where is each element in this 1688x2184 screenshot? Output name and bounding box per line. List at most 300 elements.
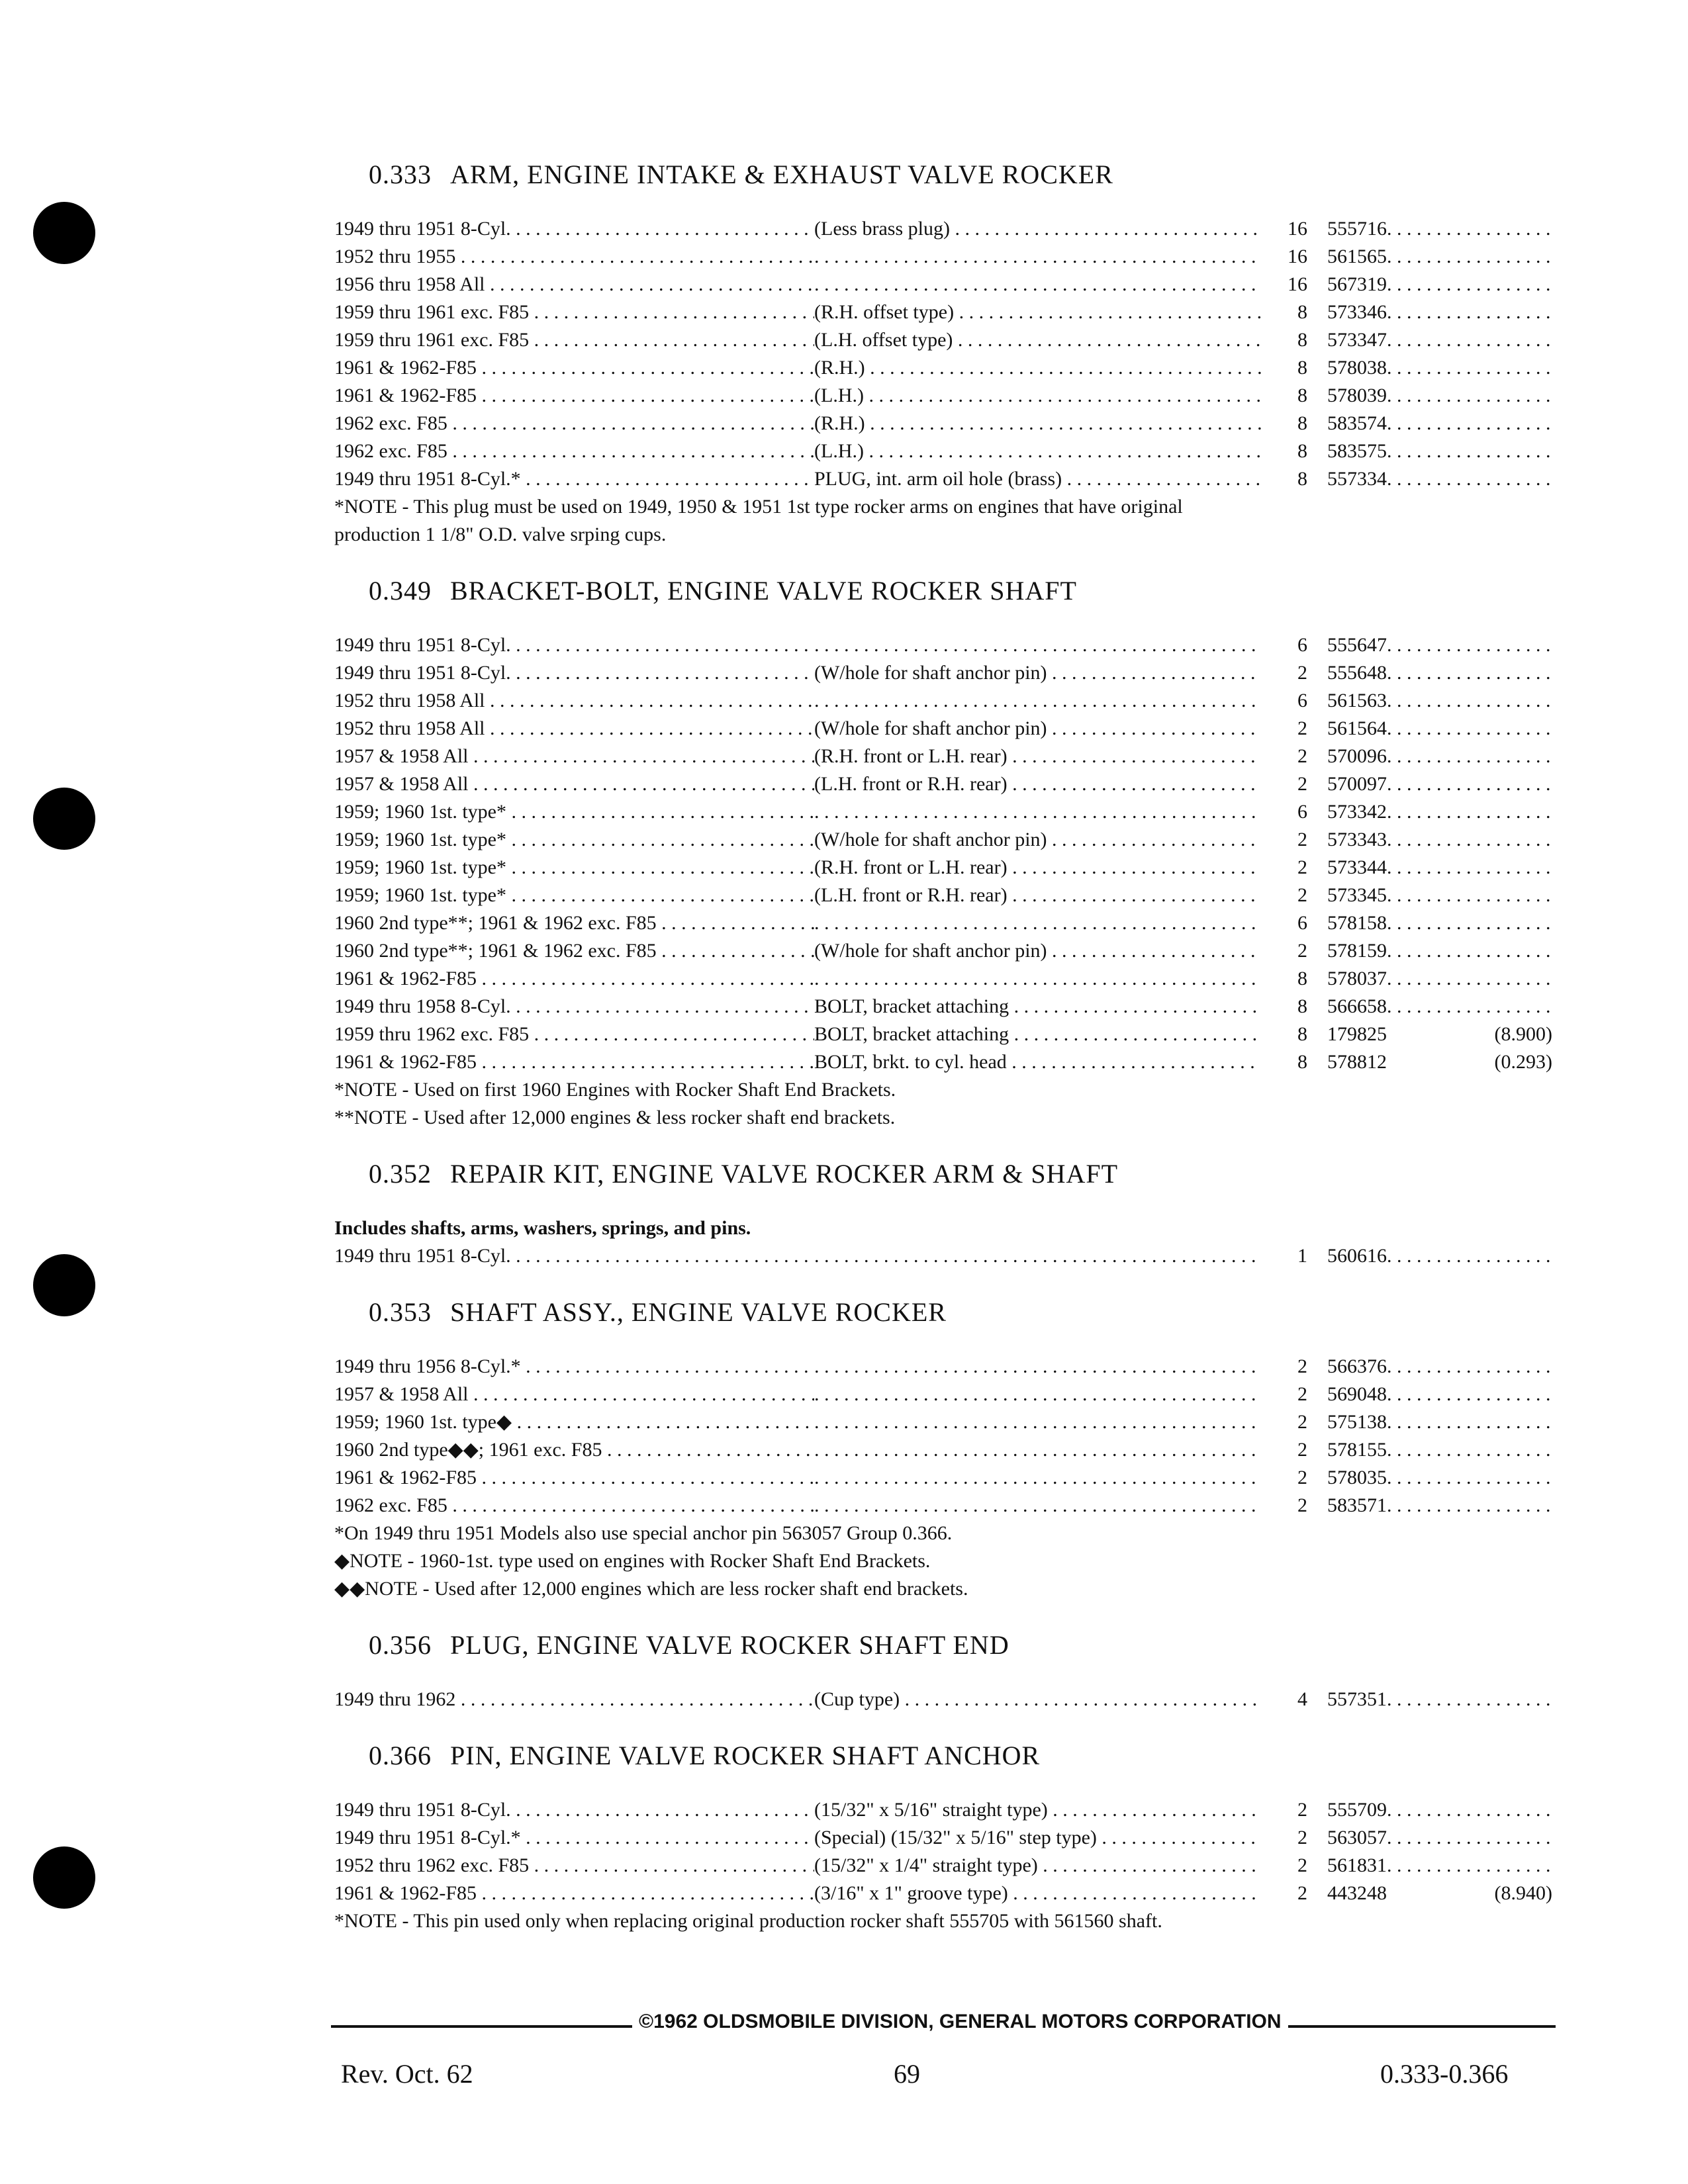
application-cell <box>334 1686 814 1713</box>
application-text: 1960 2nd type**; 1961 & 1962 exc. F85 . . . <box>334 940 814 962</box>
leader-dots <box>1387 854 1552 882</box>
description-cell <box>814 965 1261 993</box>
part-number: 578158 <box>1327 912 1387 934</box>
part-number-cell <box>1327 715 1552 743</box>
description-text: (3/16" x 1" groove type) . . . <box>814 1882 1261 1904</box>
leader-dots <box>1387 215 1552 243</box>
application-cell <box>334 1353 814 1381</box>
quantity-cell: 2 <box>1297 1439 1307 1461</box>
part-number-cell <box>1327 770 1552 798</box>
description-text: (L.H.) . . . <box>814 385 1261 406</box>
parts-row <box>334 1381 1552 1408</box>
section-note: ◆NOTE - 1960-1st. type used on engines with Rocker Shaft End Brackets. <box>334 1550 931 1572</box>
quantity-cell: 16 <box>1288 273 1307 295</box>
leader-dots <box>1387 1824 1552 1852</box>
application-text: 1949 thru 1951 8-Cyl. . . . <box>334 218 814 240</box>
part-number: 583575 <box>1327 440 1387 462</box>
application-text: 1949 thru 1958 8-Cyl. . . . <box>334 995 814 1017</box>
parts-row <box>334 631 1552 659</box>
application-cell <box>334 1852 814 1880</box>
reference-group: (0.293) <box>1494 1051 1552 1073</box>
description-text: (L.H. front or R.H. rear) . . . <box>814 884 1261 906</box>
quantity-cell: 8 <box>1297 1023 1307 1045</box>
application-cell <box>334 993 814 1021</box>
description-cell <box>814 937 1261 965</box>
parts-row <box>334 437 1552 465</box>
part-number-cell <box>1327 1686 1552 1713</box>
description-cell <box>814 909 1261 937</box>
leader-dots <box>1387 465 1552 493</box>
application-cell <box>334 465 814 493</box>
leader-dots <box>1387 743 1552 770</box>
description-cell <box>814 854 1261 882</box>
application-cell <box>334 909 814 937</box>
page-number: 69 <box>894 2059 920 2089</box>
reference-group: (8.900) <box>1494 1023 1552 1045</box>
quantity-cell: 8 <box>1297 329 1307 351</box>
description-text <box>814 968 1261 989</box>
application-text: 1959; 1960 1st. type◆ . . . <box>334 1411 814 1433</box>
description-cell <box>814 1686 1261 1713</box>
group-number: 0.333 <box>369 159 432 189</box>
part-number-cell <box>1327 382 1552 410</box>
parts-row <box>334 993 1552 1021</box>
part-number-cell <box>1327 437 1552 465</box>
quantity-cell: 2 <box>1297 1799 1307 1821</box>
description-text <box>814 912 1261 934</box>
quantity-cell: 2 <box>1297 717 1307 739</box>
application-text: 1959; 1960 1st. type* . . . <box>334 884 814 906</box>
description-cell <box>814 354 1261 382</box>
application-text: 1962 exc. F85 . . . <box>334 440 814 462</box>
part-number: 569048 <box>1327 1383 1387 1405</box>
leader-dots <box>1387 243 1552 271</box>
part-number-cell <box>1327 1492 1552 1520</box>
group-number: 0.352 <box>369 1159 432 1189</box>
parts-row <box>334 1464 1552 1492</box>
description-text: BOLT, bracket attaching . . . <box>814 995 1261 1017</box>
section-0-356 <box>334 1629 1552 1713</box>
quantity-cell: 8 <box>1297 412 1307 434</box>
application-cell <box>334 271 814 298</box>
leader-dots <box>1387 1381 1552 1408</box>
section-title <box>369 159 1552 190</box>
group-title: PIN, ENGINE VALVE ROCKER SHAFT ANCHOR <box>450 1741 1041 1770</box>
section-0-366 <box>334 1740 1552 1935</box>
parts-row <box>334 659 1552 687</box>
description-text <box>814 1355 1261 1377</box>
application-text: 1961 & 1962-F85 . . . <box>334 1882 814 1904</box>
description-text: (W/hole for shaft anchor pin) . . . <box>814 940 1261 962</box>
application-text: 1959; 1960 1st. type* . . . <box>334 829 814 850</box>
quantity-cell: 2 <box>1297 1383 1307 1405</box>
quantity-cell: 1 <box>1297 1245 1307 1267</box>
parts-row <box>334 770 1552 798</box>
part-number-cell <box>1327 354 1552 382</box>
parts-row <box>334 1824 1552 1852</box>
part-number-cell <box>1327 1824 1552 1852</box>
quantity-cell: 6 <box>1297 801 1307 823</box>
parts-row <box>334 1852 1552 1880</box>
part-number-cell <box>1327 854 1552 882</box>
part-number-cell <box>1327 687 1552 715</box>
parts-row <box>334 1686 1552 1713</box>
description-cell <box>814 465 1261 493</box>
description-cell <box>814 437 1261 465</box>
quantity-cell: 8 <box>1297 385 1307 406</box>
application-cell <box>334 437 814 465</box>
application-text: 1949 thru 1951 8-Cyl.* . . . <box>334 1827 814 1848</box>
part-number-cell <box>1327 271 1552 298</box>
part-number: 555716 <box>1327 218 1387 240</box>
application-cell <box>334 243 814 271</box>
section-0-349 <box>334 575 1552 1132</box>
parts-row <box>334 326 1552 354</box>
description-cell <box>814 298 1261 326</box>
application-cell <box>334 354 814 382</box>
leader-dots <box>1387 798 1552 826</box>
quantity-cell: 2 <box>1297 940 1307 962</box>
application-cell <box>334 1436 814 1464</box>
leader-dots <box>1387 354 1552 382</box>
description-text <box>814 273 1261 295</box>
parts-row <box>334 354 1552 382</box>
part-number-cell <box>1327 465 1552 493</box>
part-number-cell <box>1327 410 1552 437</box>
leader-dots <box>1387 1492 1552 1520</box>
parts-row <box>334 1048 1552 1076</box>
description-cell <box>814 382 1261 410</box>
parts-row <box>334 1021 1552 1048</box>
part-number: 557351 <box>1327 1688 1387 1710</box>
quantity-cell: 2 <box>1297 1467 1307 1488</box>
quantity-cell: 2 <box>1297 1355 1307 1377</box>
application-text: 1949 thru 1951 8-Cyl.* . . . <box>334 468 814 490</box>
section-note: *On 1949 thru 1951 Models also use special anchor pin 563057 Group 0.366. <box>334 1522 953 1544</box>
part-number-cell <box>1327 1021 1552 1048</box>
part-number: 570096 <box>1327 745 1387 767</box>
quantity-cell: 2 <box>1297 773 1307 795</box>
application-cell <box>334 882 814 909</box>
application-text: 1960 2nd type**; 1961 & 1962 exc. F85 . . . <box>334 912 814 934</box>
application-cell <box>334 743 814 770</box>
section-title <box>369 575 1552 606</box>
application-text: 1957 & 1958 All . . . <box>334 1383 814 1405</box>
description-cell <box>814 1852 1261 1880</box>
description-text: (15/32" x 1/4" straight type) . . . <box>814 1854 1261 1876</box>
part-number-cell <box>1327 1381 1552 1408</box>
application-cell <box>334 382 814 410</box>
application-text: 1959 thru 1961 exc. F85 . . . <box>334 301 814 323</box>
part-number: 566658 <box>1327 995 1387 1017</box>
part-number: 560616 <box>1327 1245 1387 1267</box>
application-text: 1959; 1960 1st. type* . . . <box>334 856 814 878</box>
application-text: 1952 thru 1958 All . . . <box>334 690 814 711</box>
group-title: SHAFT ASSY., ENGINE VALVE ROCKER <box>450 1297 947 1327</box>
description-text: (L.H. offset type) . . . <box>814 329 1261 351</box>
group-number: 0.366 <box>369 1741 432 1770</box>
parts-row <box>334 854 1552 882</box>
leader-dots <box>1387 298 1552 326</box>
quantity-cell: 8 <box>1297 440 1307 462</box>
section-0-353 <box>334 1297 1552 1603</box>
description-cell <box>814 1048 1261 1076</box>
part-number: 573342 <box>1327 801 1387 823</box>
description-text <box>814 1245 1261 1267</box>
leader-dots <box>1387 1408 1552 1436</box>
group-title: BRACKET-BOLT, ENGINE VALVE ROCKER SHAFT <box>450 576 1077 606</box>
part-number: 567319 <box>1327 273 1387 295</box>
description-text: BOLT, bracket attaching . . . <box>814 1023 1261 1045</box>
part-number-cell <box>1327 1353 1552 1381</box>
application-text: 1962 exc. F85 . . . <box>334 1494 814 1516</box>
application-cell <box>334 937 814 965</box>
description-text: (R.H. offset type) . . . <box>814 301 1261 323</box>
section-note: production 1 1/8" O.D. valve srping cups. <box>334 523 667 545</box>
part-number-cell <box>1327 826 1552 854</box>
application-cell <box>334 715 814 743</box>
leader-dots <box>1387 1852 1552 1880</box>
section-title <box>369 1297 1552 1328</box>
quantity-cell: 8 <box>1297 968 1307 989</box>
part-number: 443248 <box>1327 1882 1387 1904</box>
description-cell <box>814 1242 1261 1270</box>
leader-dots <box>1387 715 1552 743</box>
part-number: 573345 <box>1327 884 1387 906</box>
section-intro: Includes shafts, arms, washers, springs, and pins. <box>334 1217 751 1239</box>
description-text <box>814 801 1261 823</box>
parts-row <box>334 1492 1552 1520</box>
punch-hole-3 <box>33 1254 95 1316</box>
description-text <box>814 1383 1261 1405</box>
quantity-cell: 2 <box>1297 884 1307 906</box>
part-number: 557334 <box>1327 468 1387 490</box>
part-number: 578037 <box>1327 968 1387 989</box>
part-number: 578038 <box>1327 357 1387 379</box>
description-text <box>814 1411 1261 1433</box>
quantity-cell: 2 <box>1297 1882 1307 1904</box>
quantity-cell: 2 <box>1297 1494 1307 1516</box>
description-text: (R.H. front or L.H. rear) . . . <box>814 745 1261 767</box>
part-number: 555709 <box>1327 1799 1387 1821</box>
application-text: 1959; 1960 1st. type* . . . <box>334 801 814 823</box>
parts-row <box>334 1408 1552 1436</box>
part-number: 583574 <box>1327 412 1387 434</box>
part-number: 561564 <box>1327 717 1387 739</box>
leader-dots <box>1387 326 1552 354</box>
group-title: REPAIR KIT, ENGINE VALVE ROCKER ARM & SHAFT <box>450 1159 1119 1189</box>
part-number: 578159 <box>1327 940 1387 962</box>
description-cell <box>814 1408 1261 1436</box>
part-number: 179825 <box>1327 1023 1387 1045</box>
description-cell <box>814 410 1261 437</box>
part-number: 563057 <box>1327 1827 1387 1848</box>
parts-row <box>334 715 1552 743</box>
leader-dots <box>1387 1686 1552 1713</box>
leader-dots <box>1387 271 1552 298</box>
part-number: 561831 <box>1327 1854 1387 1876</box>
quantity-cell: 4 <box>1297 1688 1307 1710</box>
parts-row <box>334 965 1552 993</box>
quantity-cell: 2 <box>1297 745 1307 767</box>
parts-row <box>334 909 1552 937</box>
section-note: ◆◆NOTE - Used after 12,000 engines which are less rocker shaft end brackets. <box>334 1578 968 1600</box>
parts-row <box>334 937 1552 965</box>
section-title <box>369 1629 1552 1661</box>
description-cell <box>814 1021 1261 1048</box>
leader-dots <box>1387 410 1552 437</box>
quantity-cell: 2 <box>1297 1411 1307 1433</box>
description-cell <box>814 1492 1261 1520</box>
leader-dots <box>1387 937 1552 965</box>
quantity-cell: 8 <box>1297 1051 1307 1073</box>
quantity-cell: 16 <box>1288 246 1307 267</box>
application-text: 1961 & 1962-F85 . . . <box>334 357 814 379</box>
description-cell <box>814 687 1261 715</box>
leader-dots <box>1387 770 1552 798</box>
application-cell <box>334 1880 814 1907</box>
description-cell <box>814 1824 1261 1852</box>
description-cell <box>814 798 1261 826</box>
application-text: 1949 thru 1951 8-Cyl. . . . <box>334 1245 814 1267</box>
part-number-cell <box>1327 993 1552 1021</box>
leader-dots <box>1387 1464 1552 1492</box>
section-note: *NOTE - This pin used only when replacing original production rocker shaft 555705 with 561560 shaft. <box>334 1910 1162 1932</box>
leader-dots <box>1387 659 1552 687</box>
part-number-cell <box>1327 298 1552 326</box>
description-text: (R.H.) . . . <box>814 412 1261 434</box>
part-number: 573343 <box>1327 829 1387 850</box>
section-note: *NOTE - This plug must be used on 1949, 1950 & 1951 1st type rocker arms on engines that have original <box>334 496 1183 518</box>
description-cell <box>814 631 1261 659</box>
part-number-cell <box>1327 909 1552 937</box>
leader-dots <box>1387 1436 1552 1464</box>
leader-dots <box>1387 965 1552 993</box>
description-text: (L.H. front or R.H. rear) . . . <box>814 773 1261 795</box>
quantity-cell: 16 <box>1288 218 1307 240</box>
description-text <box>814 690 1261 711</box>
revision-date: Rev. Oct. 62 <box>341 2059 473 2089</box>
part-number-cell <box>1327 326 1552 354</box>
application-text: 1952 thru 1962 exc. F85 . . . <box>334 1854 814 1876</box>
description-cell <box>814 1381 1261 1408</box>
parts-row <box>334 465 1552 493</box>
leader-dots <box>1387 909 1552 937</box>
part-number: 566376 <box>1327 1355 1387 1377</box>
parts-row <box>334 882 1552 909</box>
description-text <box>814 634 1261 656</box>
group-title: ARM, ENGINE INTAKE & EXHAUST VALVE ROCKER <box>450 159 1113 189</box>
application-text: 1949 thru 1951 8-Cyl. . . . <box>334 1799 814 1821</box>
description-cell <box>814 715 1261 743</box>
application-cell <box>334 215 814 243</box>
group-range: 0.333-0.366 <box>1380 2059 1509 2089</box>
application-text: 1959 thru 1962 exc. F85 . . . <box>334 1023 814 1045</box>
quantity-cell: 2 <box>1297 829 1307 850</box>
punch-hole-4 <box>33 1846 95 1909</box>
application-cell <box>334 298 814 326</box>
application-text: 1949 thru 1962 . . . <box>334 1688 814 1710</box>
part-number-cell <box>1327 631 1552 659</box>
part-number-cell <box>1327 1464 1552 1492</box>
part-number-cell <box>1327 1880 1552 1907</box>
parts-row <box>334 271 1552 298</box>
quantity-cell: 6 <box>1297 690 1307 711</box>
part-number: 578812 <box>1327 1051 1387 1073</box>
description-cell <box>814 1436 1261 1464</box>
leader-dots <box>1387 826 1552 854</box>
quantity-cell: 2 <box>1297 1827 1307 1848</box>
quantity-cell: 2 <box>1297 1854 1307 1876</box>
group-number: 0.356 <box>369 1630 432 1660</box>
application-text: 1960 2nd type◆◆; 1961 exc. F85 . . . <box>334 1439 814 1461</box>
description-cell <box>814 993 1261 1021</box>
quantity-cell: 8 <box>1297 995 1307 1017</box>
part-number: 573344 <box>1327 856 1387 878</box>
part-number: 578035 <box>1327 1467 1387 1488</box>
part-number-cell <box>1327 1048 1552 1076</box>
part-number-cell <box>1327 1852 1552 1880</box>
part-number: 573346 <box>1327 301 1387 323</box>
description-cell <box>814 743 1261 770</box>
punch-hole-2 <box>33 788 95 850</box>
part-number: 575138 <box>1327 1411 1387 1433</box>
description-text: (Special) (15/32" x 5/16" step type) . . . <box>814 1827 1261 1848</box>
part-number-cell <box>1327 965 1552 993</box>
leader-dots <box>1387 687 1552 715</box>
application-cell <box>334 1021 814 1048</box>
leader-dots <box>1387 1242 1552 1270</box>
application-text: 1961 & 1962-F85 . . . <box>334 385 814 406</box>
application-text: 1961 & 1962-F85 . . . <box>334 968 814 989</box>
description-text <box>814 1494 1261 1516</box>
application-text: 1952 thru 1955 . . . <box>334 246 814 267</box>
description-cell <box>814 326 1261 354</box>
part-number: 561563 <box>1327 690 1387 711</box>
parts-row <box>334 1242 1552 1270</box>
application-cell <box>334 1824 814 1852</box>
group-number: 0.353 <box>369 1297 432 1327</box>
part-number: 555647 <box>1327 634 1387 656</box>
group-number: 0.349 <box>369 576 432 606</box>
application-cell <box>334 1381 814 1408</box>
application-cell <box>334 1408 814 1436</box>
description-cell <box>814 1353 1261 1381</box>
part-number: 578039 <box>1327 385 1387 406</box>
parts-row <box>334 298 1552 326</box>
parts-row <box>334 382 1552 410</box>
application-cell <box>334 826 814 854</box>
part-number-cell <box>1327 1408 1552 1436</box>
quantity-cell: 8 <box>1297 468 1307 490</box>
application-cell <box>334 770 814 798</box>
quantity-cell: 8 <box>1297 301 1307 323</box>
description-text: (R.H.) . . . <box>814 357 1261 379</box>
section-0-352 <box>334 1158 1552 1270</box>
parts-row <box>334 798 1552 826</box>
application-text: 1961 & 1962-F85 . . . <box>334 1051 814 1073</box>
parts-row <box>334 1353 1552 1381</box>
quantity-cell: 8 <box>1297 357 1307 379</box>
description-cell <box>814 271 1261 298</box>
reference-group: (8.940) <box>1494 1882 1552 1904</box>
application-text: 1957 & 1958 All . . . <box>334 773 814 795</box>
description-cell <box>814 1880 1261 1907</box>
application-cell <box>334 1464 814 1492</box>
part-number-cell <box>1327 1796 1552 1824</box>
application-cell <box>334 1796 814 1824</box>
description-text: (W/hole for shaft anchor pin) . . . <box>814 662 1261 684</box>
